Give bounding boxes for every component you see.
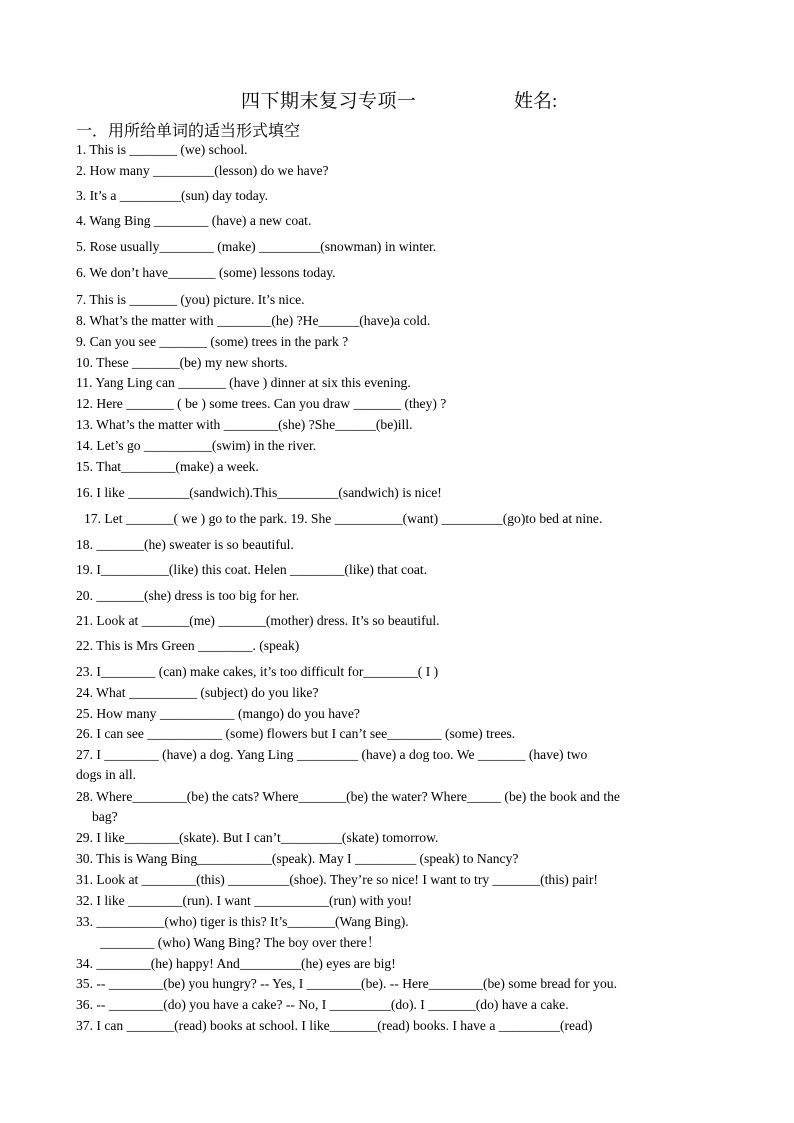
exercise-line: 5. Rose usually________ (make) _________(snowman) in winter. [76, 239, 437, 254]
exercise-line: 1. This is _______ (we) school. [76, 142, 248, 157]
exercise-line: 13. What’s the matter with ________(she) ?She______(be)ill. [76, 417, 413, 432]
exercise-line: 21. Look at _______(me) _______(mother) dress. It’s so beautiful. [76, 613, 440, 628]
exercise-line: 31. Look at ________(this) _________(shoe). They’re so nice! I want to try _______(this) pair! [76, 872, 598, 887]
exercise-line: 11. Yang Ling can _______ (have ) dinner at six this evening. [76, 375, 411, 390]
exercise-line: 16. I like _________(sandwich).This_________(sandwich) is nice! [76, 485, 442, 500]
exercise-line: 17. Let _______( we ) go to the park. 19. She __________(want) _________(go)to bed at nine. [84, 511, 603, 526]
exercise-line: 28. Where________(be) the cats? Where_______(be) the water? Where_____ (be) the book and the [76, 789, 620, 804]
name-label: 姓名: [514, 91, 558, 112]
exercise-line: 12. Here _______ ( be ) some trees. Can you draw _______ (they) ? [76, 396, 447, 411]
section-title: 一．用所给单词的适当形式填空 [76, 123, 301, 140]
exercise-line: 7. This is _______ (you) picture. It’s nice. [76, 292, 305, 307]
exercise-line: 2. How many _________(lesson) do we have? [76, 163, 329, 178]
exercise-line: 36. -- ________(do) you have a cake? -- No, I _________(do). I _______(do) have a cake. [76, 997, 569, 1012]
exercise-line: 15. That________(make) a week. [76, 459, 259, 474]
exercise-line: dogs in all. [76, 767, 137, 782]
exercise-line: 37. I can _______(read) books at school. I like_______(read) books. I have a _________(read) [76, 1018, 593, 1033]
exercise-line: 27. I ________ (have) a dog. Yang Ling _________ (have) a dog too. We _______ (have) two [76, 747, 588, 762]
exercise-line: 29. I like________(skate). But I can’t_________(skate) tomorrow. [76, 830, 439, 845]
exercise-line: 30. This is Wang Bing___________(speak). May I _________ (speak) to Nancy? [76, 851, 519, 866]
exercise-line: bag? [92, 809, 118, 824]
exercise-line: 34. ________(he) happy! And_________(he) eyes are big! [76, 956, 396, 971]
exercise-line: 14. Let’s go __________(swim) in the river. [76, 438, 317, 453]
exercise-line: 22. This is Mrs Green ________. (speak) [76, 638, 300, 653]
exercise-line: 4. Wang Bing ________ (have) a new coat. [76, 213, 312, 228]
exercise-line: 10. These _______(be) my new shorts. [76, 355, 288, 370]
page-title: 四下期末复习专项一 [241, 91, 417, 112]
header [0, 86, 794, 110]
exercise-line: 26. I can see ___________ (some) flowers but I can’t see________ (some) trees. [76, 726, 516, 741]
exercise-line: 19. I__________(like) this coat. Helen ________(like) that coat. [76, 562, 428, 577]
exercise-line: 33. __________(who) tiger is this? It’s_______(Wang Bing). [76, 914, 409, 929]
exercise-line: 3. It’s a _________(sun) day today. [76, 188, 269, 203]
exercise-line: 24. What __________ (subject) do you like? [76, 685, 319, 700]
exercise-line: 20. _______(she) dress is too big for her. [76, 588, 300, 603]
exercise-line: ________ (who) Wang Bing? The boy over there！ [100, 935, 381, 950]
exercise-line: 8. What’s the matter with ________(he) ?He______(have)a cold. [76, 313, 431, 328]
exercise-line: 18. _______(he) sweater is so beautiful. [76, 537, 294, 552]
exercise-line: 25. How many ___________ (mango) do you have? [76, 706, 360, 721]
exercise-line: 6. We don’t have_______ (some) lessons today. [76, 265, 336, 280]
exercise-line: 32. I like ________(run). I want ___________(run) with you! [76, 893, 413, 908]
exercise-line: 23. I________ (can) make cakes, it’s too difficult for________( I ) [76, 664, 439, 679]
exercise-line: 35. -- ________(be) you hungry? -- Yes, I ________(be). -- Here________(be) some bread for you. [76, 976, 617, 991]
exercise-line: 9. Can you see _______ (some) trees in the park ? [76, 334, 349, 349]
